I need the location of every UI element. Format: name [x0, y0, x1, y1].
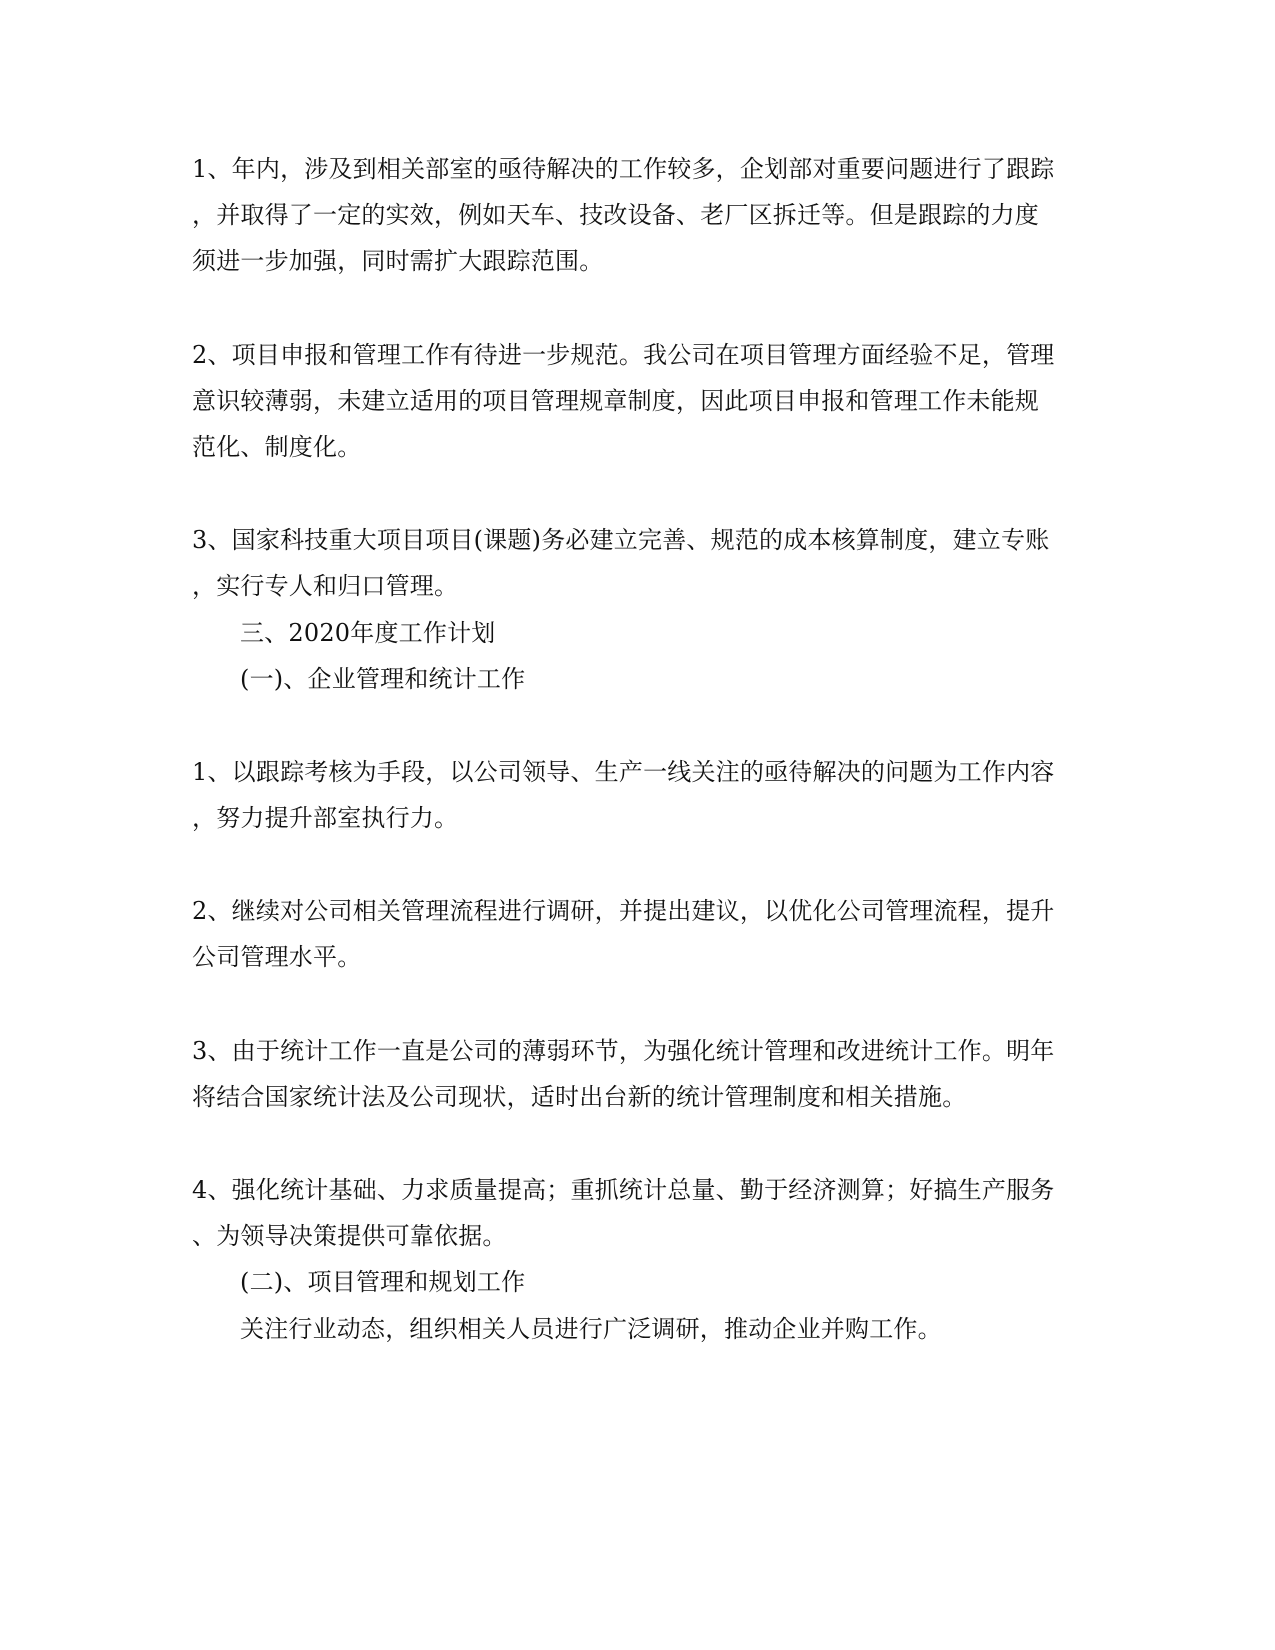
heading-section-project-planning: (二)、项目管理和规划工作	[240, 1268, 526, 1296]
plan-4-line-2: 、为领导决策提供可靠依据。	[192, 1222, 507, 1250]
plan-2-line-1: 2、继续对公司相关管理流程进行调研，并提出建议，以优化公司管理流程，提升	[192, 897, 1055, 925]
paragraph-2-line-3: 范化、制度化。	[192, 433, 362, 461]
plan-1-line-2: ，努力提升部室执行力。	[192, 804, 459, 832]
plan-3-line-1: 3、由于统计工作一直是公司的薄弱环节，为强化统计管理和改进统计工作。明年	[192, 1037, 1055, 1065]
paragraph-2-line-1: 2、项目申报和管理工作有待进一步规范。我公司在项目管理方面经验不足，管理	[192, 341, 1055, 369]
paragraph-1-line-2: ，并取得了一定的实效，例如天车、技改设备、老厂区拆迁等。但是跟踪的力度	[192, 201, 1039, 229]
paragraph-1-line-1: 1、年内，涉及到相关部室的亟待解决的工作较多，企划部对重要问题进行了跟踪	[192, 155, 1055, 183]
paragraph-2-line-2: 意识较薄弱，未建立适用的项目管理规章制度，因此项目申报和管理工作未能规	[192, 387, 1039, 415]
paragraph-3-line-2: ，实行专人和归口管理。	[192, 572, 459, 600]
paragraph-1-line-3: 须进一步加强，同时需扩大跟踪范围。	[192, 247, 604, 275]
heading-section-management-statistics: (一)、企业管理和统计工作	[240, 665, 526, 693]
paragraph-3-line-1: 3、国家科技重大项目项目(课题)务必建立完善、规范的成本核算制度，建立专账	[192, 526, 1050, 554]
plan-2-line-2: 公司管理水平。	[192, 943, 362, 971]
heading-work-plan: 三、2020年度工作计划	[240, 619, 496, 647]
plan-1-line-1: 1、以跟踪考核为手段，以公司领导、生产一线关注的亟待解决的问题为工作内容	[192, 758, 1055, 786]
plan-3-line-2: 将结合国家统计法及公司现状，适时出台新的统计管理制度和相关措施。	[192, 1083, 967, 1111]
plan-4-line-1: 4、强化统计基础、力求质量提高；重抓统计总量、勤于经济测算；好搞生产服务	[192, 1176, 1055, 1204]
section-2-paragraph: 关注行业动态，组织相关人员进行广泛调研，推动企业并购工作。	[240, 1315, 942, 1343]
